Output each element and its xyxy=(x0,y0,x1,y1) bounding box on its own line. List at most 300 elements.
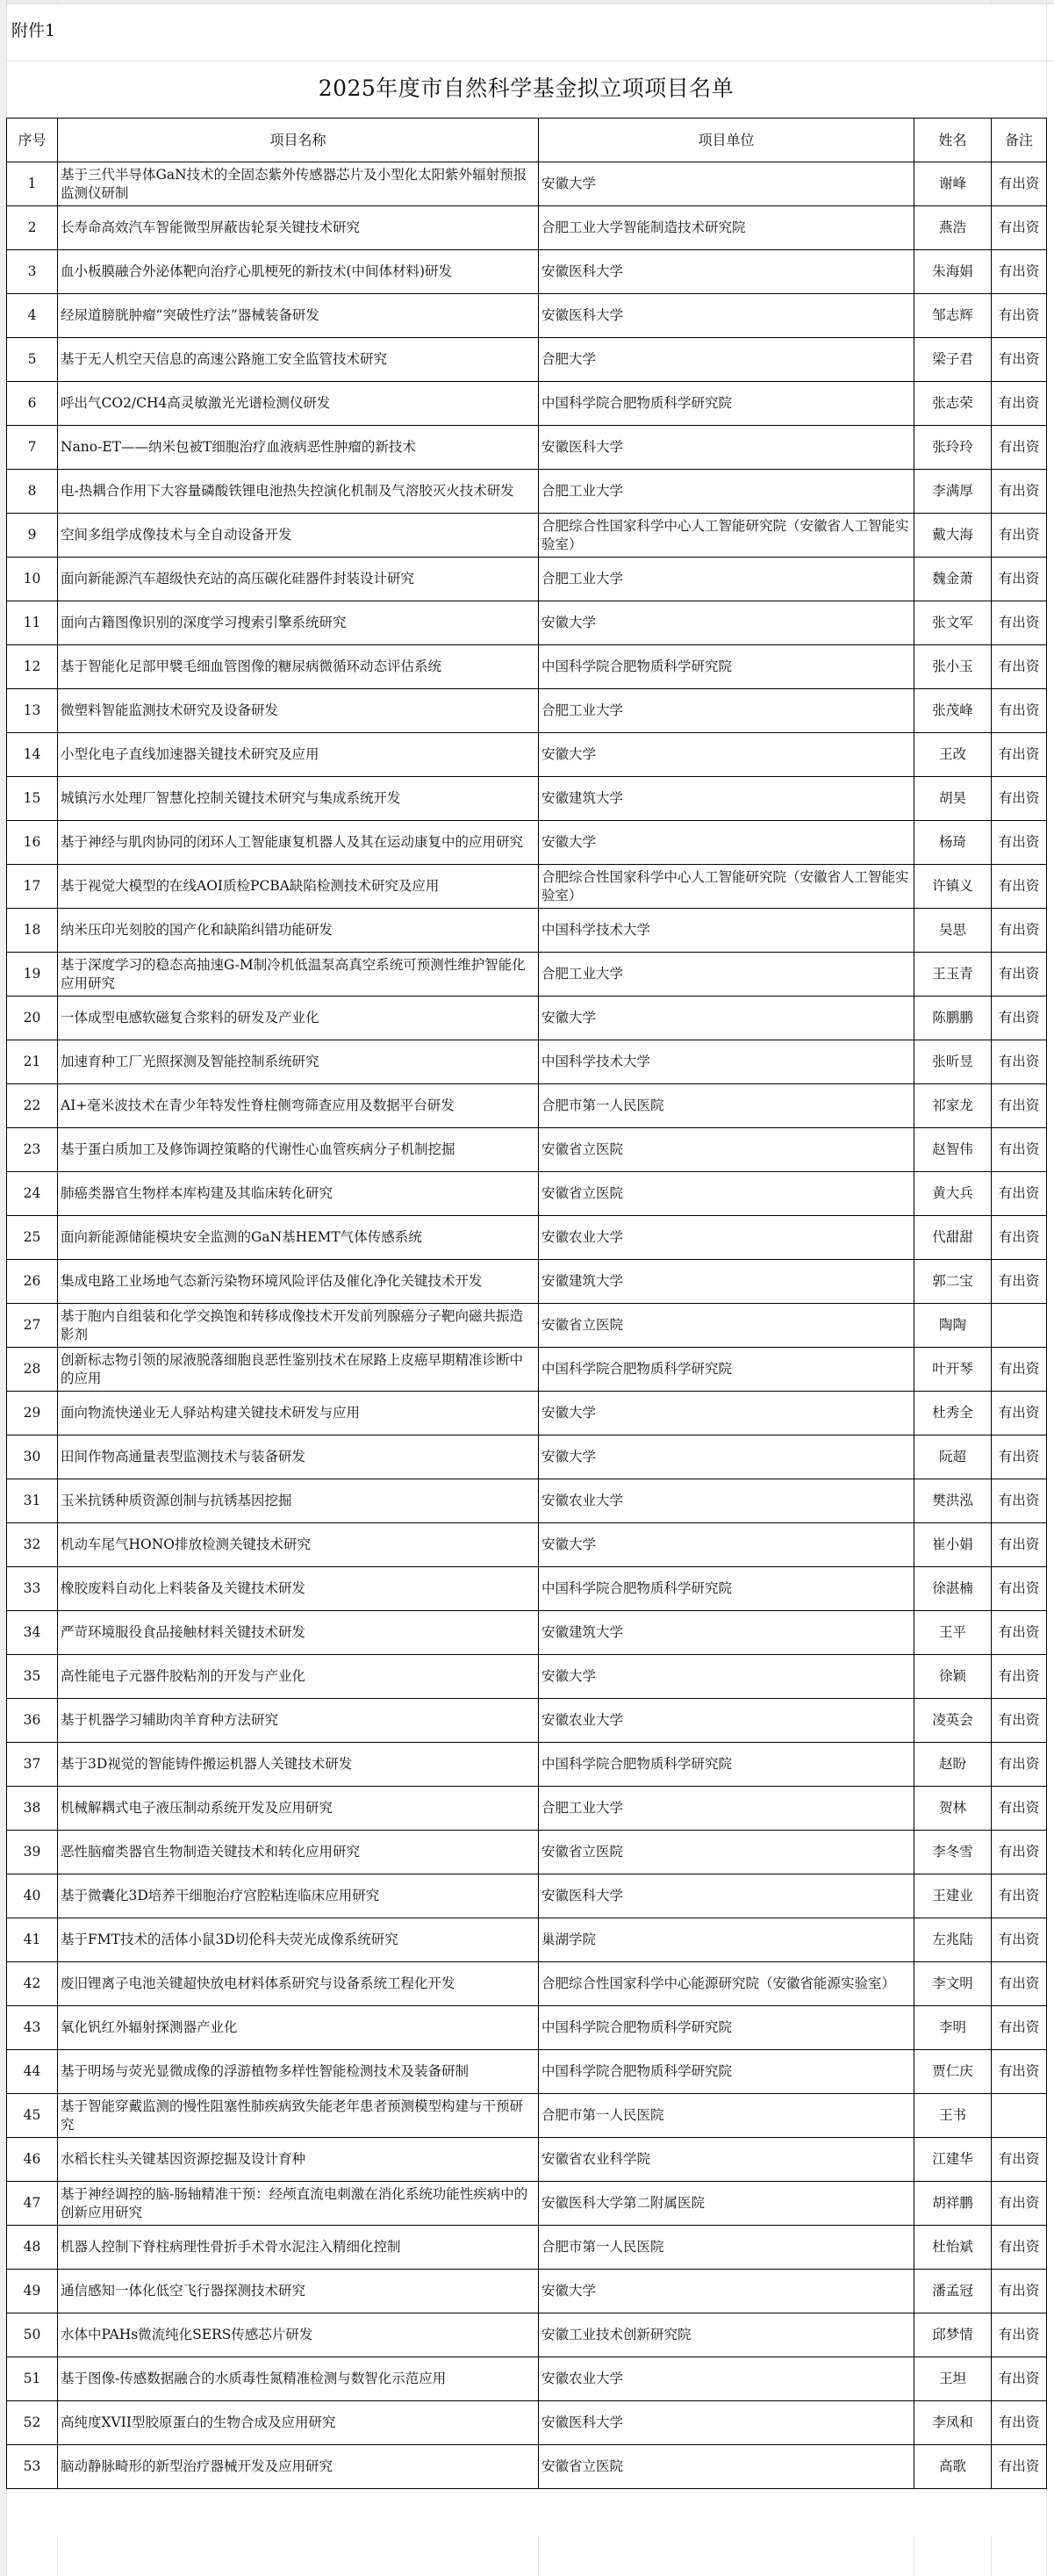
cell-project-name[interactable]: 基于神经调控的脑-肠轴精准干预：经颅直流电刺激在消化系统功能性疾病中的创新应用研究 xyxy=(58,2182,539,2226)
cell-unit[interactable]: 安徽医科大学 xyxy=(539,294,914,338)
table-row xyxy=(7,1436,1047,1479)
table-row xyxy=(7,470,1047,514)
cell-unit[interactable]: 安徽医科大学 xyxy=(539,1874,914,1918)
cell-project-name[interactable]: 水稻长柱头关键基因资源挖掘及设计育种 xyxy=(58,2138,539,2182)
cell-note[interactable]: 有出资 xyxy=(992,997,1047,1040)
cell-note[interactable]: 有出资 xyxy=(992,294,1047,338)
cell-no[interactable]: 41 xyxy=(7,1918,58,1962)
cell-no[interactable]: 43 xyxy=(7,2006,58,2050)
cell-project-name[interactable]: 机器人控制下脊柱病理性骨折手术骨水泥注入精细化控制 xyxy=(58,2226,539,2270)
table-row xyxy=(7,2313,1047,2357)
cell-unit[interactable]: 中国科学院合肥物质科学研究院 xyxy=(539,1348,914,1392)
cell-project-name[interactable]: 基于3D视觉的智能铸件搬运机器人关键技术研发 xyxy=(58,1743,539,1787)
cell-note[interactable]: 有出资 xyxy=(992,1040,1047,1084)
cell-no[interactable]: 40 xyxy=(7,1874,58,1918)
cell-person[interactable]: 王改 xyxy=(914,733,992,777)
cell-project-name[interactable]: 基于蛋白质加工及修饰调控策略的代谢性心血管疾病分子机制挖掘 xyxy=(58,1128,539,1172)
cell-project-name[interactable]: 呼出气CO2/CH4高灵敏激光光谱检测仪研发 xyxy=(58,382,539,426)
cell-unit[interactable]: 安徽大学 xyxy=(539,1436,914,1479)
cell-unit[interactable]: 安徽医科大学 xyxy=(539,250,914,294)
cell-person[interactable]: 王建业 xyxy=(914,1874,992,1918)
cell-unit[interactable]: 合肥工业大学 xyxy=(539,558,914,601)
cell-person[interactable]: 邱梦情 xyxy=(914,2313,992,2357)
cell-person[interactable]: 魏金萧 xyxy=(914,558,992,601)
cell-note[interactable]: 有出资 xyxy=(992,1523,1047,1567)
cell-project-name[interactable]: 基于视觉大模型的在线AOI质检PCBA缺陷检测技术研究及应用 xyxy=(58,865,539,909)
cell-project-name[interactable]: 经尿道膀胱肿瘤“突破性疗法”器械装备研发 xyxy=(58,294,539,338)
cell-project-name[interactable]: 机动车尾气HONO排放检测关键技术研究 xyxy=(58,1523,539,1567)
cell-project-name[interactable]: 面向新能源储能模块安全监测的GaN基HEMT气体传感系统 xyxy=(58,1216,539,1260)
cell-note[interactable]: 有出资 xyxy=(992,2313,1047,2357)
cell-no[interactable]: 1 xyxy=(7,162,58,206)
cell-note[interactable]: 有出资 xyxy=(992,645,1047,689)
cell-no[interactable]: 50 xyxy=(7,2313,58,2357)
cell-person[interactable]: 贺林 xyxy=(914,1787,992,1831)
cell-unit[interactable]: 安徽建筑大学 xyxy=(539,1260,914,1304)
cell-note[interactable]: 有出资 xyxy=(992,953,1047,997)
cell-unit[interactable]: 安徽大学 xyxy=(539,733,914,777)
cell-unit[interactable]: 安徽省立医院 xyxy=(539,2445,914,2489)
cell-project-name[interactable]: 基于胞内自组装和化学交换饱和转移成像技术开发前列腺癌分子靶向磁共振造影剂 xyxy=(58,1304,539,1348)
cell-person[interactable]: 燕浩 xyxy=(914,206,992,250)
cell-person[interactable]: 吴思 xyxy=(914,909,992,953)
cell-project-name[interactable]: 脑动静脉畸形的新型治疗器械开发及应用研究 xyxy=(58,2445,539,2489)
table-row xyxy=(7,1128,1047,1172)
cell-note[interactable]: 有出资 xyxy=(992,1084,1047,1128)
table-row xyxy=(7,689,1047,733)
cell-unit[interactable]: 合肥市第一人民医院 xyxy=(539,1084,914,1128)
cell-person[interactable]: 凌英会 xyxy=(914,1699,992,1743)
cell-no[interactable]: 29 xyxy=(7,1392,58,1436)
cell-no[interactable]: 25 xyxy=(7,1216,58,1260)
cell-project-name[interactable]: 微塑料智能监测技术研究及设备研发 xyxy=(58,689,539,733)
cell-project-name[interactable]: 加速育种工厂光照探测及智能控制系统研究 xyxy=(58,1040,539,1084)
cell-note[interactable]: 有出资 xyxy=(992,1128,1047,1172)
cell-unit[interactable]: 安徽医科大学第二附属医院 xyxy=(539,2182,914,2226)
cell-note[interactable]: 有出资 xyxy=(992,689,1047,733)
cell-person[interactable]: 张玲玲 xyxy=(914,426,992,470)
cell-project-name[interactable]: 面向物流快递业无人驿站构建关键技术研发与应用 xyxy=(58,1392,539,1436)
cell-project-name[interactable]: 田间作物高通量表型监测技术与装备研发 xyxy=(58,1436,539,1479)
cell-note[interactable]: 有出资 xyxy=(992,1567,1047,1611)
cell-note[interactable]: 有出资 xyxy=(992,1392,1047,1436)
cell-project-name[interactable]: 玉米抗锈种质资源创制与抗锈基因挖掘 xyxy=(58,1479,539,1523)
cell-person[interactable]: 张志荣 xyxy=(914,382,992,426)
cell-person[interactable]: 叶开琴 xyxy=(914,1348,992,1392)
cell-project-name[interactable]: 严苛环境服役食品接触材料关键技术研发 xyxy=(58,1611,539,1655)
cell-project-name[interactable]: 空间多组学成像技术与全自动设备开发 xyxy=(58,514,539,558)
cell-person[interactable]: 祁家龙 xyxy=(914,1084,992,1128)
cell-project-name[interactable]: 基于神经与肌肉协同的闭环人工智能康复机器人及其在运动康复中的应用研究 xyxy=(58,821,539,865)
cell-person[interactable]: 杜怡斌 xyxy=(914,2226,992,2270)
cell-note[interactable]: 有出资 xyxy=(992,2006,1047,2050)
table-row xyxy=(7,1874,1047,1918)
cell-project-name[interactable]: 城镇污水处理厂智慧化控制关键技术研究与集成系统开发 xyxy=(58,777,539,821)
cell-note[interactable]: 有出资 xyxy=(992,1260,1047,1304)
cell-no[interactable]: 5 xyxy=(7,338,58,382)
cell-unit[interactable]: 安徽大学 xyxy=(539,821,914,865)
cell-unit[interactable]: 安徽农业大学 xyxy=(539,2357,914,2401)
table-row xyxy=(7,2138,1047,2182)
cell-unit[interactable]: 安徽大学 xyxy=(539,1523,914,1567)
cell-unit[interactable]: 中国科学院合肥物质科学研究院 xyxy=(539,382,914,426)
cell-unit[interactable]: 安徽大学 xyxy=(539,601,914,645)
cell-note[interactable]: 有出资 xyxy=(992,338,1047,382)
cell-no[interactable]: 19 xyxy=(7,953,58,997)
cell-unit[interactable]: 安徽大学 xyxy=(539,162,914,206)
table-row xyxy=(7,953,1047,997)
table-row xyxy=(7,1611,1047,1655)
cell-person[interactable]: 阮超 xyxy=(914,1436,992,1479)
cell-unit[interactable]: 中国科学院合肥物质科学研究院 xyxy=(539,645,914,689)
cell-no[interactable]: 47 xyxy=(7,2182,58,2226)
cell-person[interactable]: 李凤和 xyxy=(914,2401,992,2445)
cell-person[interactable]: 陈鹏鹏 xyxy=(914,997,992,1040)
cell-unit[interactable]: 合肥工业大学智能制造技术研究院 xyxy=(539,206,914,250)
cell-project-name[interactable]: 橡胶废料自动化上料装备及关键技术研发 xyxy=(58,1567,539,1611)
top-gutter xyxy=(0,0,1054,4)
cell-note[interactable]: 有出资 xyxy=(992,601,1047,645)
cell-no[interactable]: 13 xyxy=(7,689,58,733)
header-cell-person[interactable]: 姓名 xyxy=(914,119,992,162)
cell-note[interactable]: 有出资 xyxy=(992,2138,1047,2182)
cell-project-name[interactable]: 纳米压印光刻胶的国产化和缺陷纠错功能研发 xyxy=(58,909,539,953)
cell-note[interactable]: 有出资 xyxy=(992,2226,1047,2270)
cell-person[interactable]: 胡祥鹏 xyxy=(914,2182,992,2226)
cell-person[interactable]: 王坦 xyxy=(914,2357,992,2401)
cell-no[interactable]: 51 xyxy=(7,2357,58,2401)
cell-note[interactable]: 有出资 xyxy=(992,2050,1047,2094)
cell-project-name[interactable]: 小型化电子直线加速器关键技术研究及应用 xyxy=(58,733,539,777)
cell-no[interactable]: 8 xyxy=(7,470,58,514)
cell-note[interactable]: 有出资 xyxy=(992,1172,1047,1216)
table-row xyxy=(7,1567,1047,1611)
cell-no[interactable]: 32 xyxy=(7,1523,58,1567)
cell-person[interactable]: 王平 xyxy=(914,1611,992,1655)
cell-unit[interactable]: 安徽农业大学 xyxy=(539,1699,914,1743)
cell-unit[interactable]: 合肥市第一人民医院 xyxy=(539,2094,914,2138)
cell-person[interactable]: 张茂峰 xyxy=(914,689,992,733)
cell-no[interactable]: 16 xyxy=(7,821,58,865)
cell-project-name[interactable]: 基于深度学习的稳态高抽速G-M制冷机低温泵高真空系统可预测性维护智能化应用研究 xyxy=(58,953,539,997)
cell-no[interactable]: 17 xyxy=(7,865,58,909)
cell-no[interactable]: 28 xyxy=(7,1348,58,1392)
cell-note[interactable]: 有出资 xyxy=(992,470,1047,514)
document-title[interactable]: 2025年度市自然科学基金拟立项项目名单 xyxy=(318,76,735,101)
cell-note[interactable]: 有出资 xyxy=(992,2270,1047,2313)
cell-no[interactable]: 31 xyxy=(7,1479,58,1523)
cell-person[interactable]: 崔小娟 xyxy=(914,1523,992,1567)
cell-project-name[interactable]: 血小板膜融合外泌体靶向治疗心肌梗死的新技术(中间体材料)研发 xyxy=(58,250,539,294)
cell-person[interactable]: 代甜甜 xyxy=(914,1216,992,1260)
cell-no[interactable]: 52 xyxy=(7,2401,58,2445)
cell-no[interactable]: 12 xyxy=(7,645,58,689)
cell-person[interactable]: 胡昊 xyxy=(914,777,992,821)
cell-project-name[interactable]: Nano-ET——纳米包被T细胞治疗血液病恶性肿瘤的新技术 xyxy=(58,426,539,470)
cell-note[interactable]: 有出资 xyxy=(992,1743,1047,1787)
cell-no[interactable]: 20 xyxy=(7,997,58,1040)
table-row xyxy=(7,733,1047,777)
cell-project-name[interactable]: AI+毫米波技术在青少年特发性脊柱侧弯筛查应用及数据平台研发 xyxy=(58,1084,539,1128)
gridline xyxy=(538,2536,539,2576)
cell-project-name[interactable]: 创新标志物引领的尿液脱落细胞良恶性鉴别技术在尿路上皮癌早期精准诊断中的应用 xyxy=(58,1348,539,1392)
cell-unit[interactable]: 安徽大学 xyxy=(539,1655,914,1699)
cell-note[interactable]: 有出资 xyxy=(992,250,1047,294)
cell-note[interactable]: 有出资 xyxy=(992,1699,1047,1743)
cell-project-name[interactable]: 基于图像-传感数据融合的水质毒性氮精准检测与数智化示范应用 xyxy=(58,2357,539,2401)
cell-person[interactable]: 谢峰 xyxy=(914,162,992,206)
cell-no[interactable]: 6 xyxy=(7,382,58,426)
cell-note[interactable]: 有出资 xyxy=(992,2445,1047,2489)
cell-note[interactable]: 有出资 xyxy=(992,1918,1047,1962)
cell-note[interactable]: 有出资 xyxy=(992,426,1047,470)
cell-unit[interactable]: 合肥工业大学 xyxy=(539,470,914,514)
cell-unit[interactable]: 合肥工业大学 xyxy=(539,689,914,733)
table-row xyxy=(7,2094,1047,2138)
cell-no[interactable]: 48 xyxy=(7,2226,58,2270)
cell-note[interactable]: 有出资 xyxy=(992,1216,1047,1260)
header-cell-project-name[interactable]: 项目名称 xyxy=(58,119,539,162)
cell-person[interactable]: 赵智伟 xyxy=(914,1128,992,1172)
cell-project-name[interactable]: 通信感知一体化低空飞行器探测技术研究 xyxy=(58,2270,539,2313)
cell-no[interactable]: 14 xyxy=(7,733,58,777)
cell-no[interactable]: 49 xyxy=(7,2270,58,2313)
cell-no[interactable]: 15 xyxy=(7,777,58,821)
cell-note[interactable] xyxy=(992,2094,1047,2138)
cell-note[interactable]: 有出资 xyxy=(992,1831,1047,1874)
cell-unit[interactable]: 安徽建筑大学 xyxy=(539,1611,914,1655)
table-row xyxy=(7,2006,1047,2050)
cell-project-name[interactable]: 废旧锂离子电池关键超快放电材料体系研究与设备系统工程化开发 xyxy=(58,1962,539,2006)
cell-project-name[interactable]: 面向古籍图像识别的深度学习搜索引擎系统研究 xyxy=(58,601,539,645)
cell-person[interactable]: 潘孟冠 xyxy=(914,2270,992,2313)
cell-project-name[interactable]: 高纯度XVII型胶原蛋白的生物合成及应用研究 xyxy=(58,2401,539,2445)
cell-person[interactable]: 江建华 xyxy=(914,2138,992,2182)
cell-no[interactable]: 33 xyxy=(7,1567,58,1611)
cell-person[interactable]: 张昕昱 xyxy=(914,1040,992,1084)
table-row xyxy=(7,1040,1047,1084)
cell-project-name[interactable]: 基于无人机空天信息的高速公路施工安全监管技术研究 xyxy=(58,338,539,382)
cell-note[interactable]: 有出资 xyxy=(992,1962,1047,2006)
cell-note[interactable]: 有出资 xyxy=(992,1479,1047,1523)
cell-project-name[interactable]: 面向新能源汽车超级快充站的高压碳化硅器件封装设计研究 xyxy=(58,558,539,601)
cell-note[interactable]: 有出资 xyxy=(992,909,1047,953)
cell-no[interactable]: 22 xyxy=(7,1084,58,1128)
cell-person[interactable]: 徐湛楠 xyxy=(914,1567,992,1611)
cell-project-name[interactable]: 高性能电子元器件胶粘剂的开发与产业化 xyxy=(58,1655,539,1699)
cell-project-name[interactable]: 肺癌类器官生物样本库构建及其临床转化研究 xyxy=(58,1172,539,1216)
cell-person[interactable]: 左兆陆 xyxy=(914,1918,992,1962)
cell-project-name[interactable]: 基于机器学习辅助肉羊育种方法研究 xyxy=(58,1699,539,1743)
cell-person[interactable]: 张文军 xyxy=(914,601,992,645)
cell-no[interactable]: 21 xyxy=(7,1040,58,1084)
cell-note[interactable]: 有出资 xyxy=(992,777,1047,821)
cell-project-name[interactable]: 恶性脑瘤类器官生物制造关键技术和转化应用研究 xyxy=(58,1831,539,1874)
cell-unit[interactable]: 合肥市第一人民医院 xyxy=(539,2226,914,2270)
attachment-label[interactable]: 附件1 xyxy=(11,21,56,40)
cell-project-name[interactable]: 氧化钒红外辐射探测器产业化 xyxy=(58,2006,539,2050)
cell-project-name[interactable]: 水体中PAHs微流纯化SERS传感芯片研发 xyxy=(58,2313,539,2357)
cell-person[interactable]: 赵盼 xyxy=(914,1743,992,1787)
cell-project-name[interactable]: 集成电路工业场地气态新污染物环境风险评估及催化净化关键技术开发 xyxy=(58,1260,539,1304)
table-row xyxy=(7,426,1047,470)
cell-unit[interactable]: 安徽省农业科学院 xyxy=(539,2138,914,2182)
cell-no[interactable]: 11 xyxy=(7,601,58,645)
cell-unit[interactable]: 安徽大学 xyxy=(539,1392,914,1436)
cell-unit[interactable]: 安徽工业技术创新研究院 xyxy=(539,2313,914,2357)
cell-unit[interactable]: 安徽省立医院 xyxy=(539,1831,914,1874)
cell-unit[interactable]: 中国科学院合肥物质科学研究院 xyxy=(539,2050,914,2094)
cell-unit[interactable]: 中国科学院合肥物质科学研究院 xyxy=(539,1567,914,1611)
cell-no[interactable]: 9 xyxy=(7,514,58,558)
cell-person[interactable]: 王玉青 xyxy=(914,953,992,997)
cell-unit[interactable]: 安徽大学 xyxy=(539,2270,914,2313)
cell-unit[interactable]: 安徽农业大学 xyxy=(539,1479,914,1523)
cell-person[interactable]: 杜秀全 xyxy=(914,1392,992,1436)
cell-unit[interactable]: 安徽医科大学 xyxy=(539,426,914,470)
table-row xyxy=(7,294,1047,338)
cell-note[interactable]: 有出资 xyxy=(992,1655,1047,1699)
cell-no[interactable]: 27 xyxy=(7,1304,58,1348)
cell-person[interactable]: 郭二宝 xyxy=(914,1260,992,1304)
cell-person[interactable]: 许镇义 xyxy=(914,865,992,909)
cell-unit[interactable]: 合肥大学 xyxy=(539,338,914,382)
cell-person[interactable]: 戴大海 xyxy=(914,514,992,558)
cell-note[interactable]: 有出资 xyxy=(992,733,1047,777)
table-row xyxy=(7,865,1047,909)
cell-no[interactable]: 2 xyxy=(7,206,58,250)
table-row xyxy=(7,2050,1047,2094)
cell-note[interactable]: 有出资 xyxy=(992,1436,1047,1479)
cell-person[interactable]: 李文明 xyxy=(914,1962,992,2006)
cell-note[interactable]: 有出资 xyxy=(992,821,1047,865)
cell-unit[interactable]: 合肥工业大学 xyxy=(539,1787,914,1831)
cell-project-name[interactable]: 基于微囊化3D培养干细胞治疗宫腔粘连临床应用研究 xyxy=(58,1874,539,1918)
cell-no[interactable]: 44 xyxy=(7,2050,58,2094)
cell-unit[interactable]: 安徽农业大学 xyxy=(539,1216,914,1260)
cell-person[interactable]: 贾仁庆 xyxy=(914,2050,992,2094)
cell-person[interactable]: 陶陶 xyxy=(914,1304,992,1348)
cell-no[interactable]: 10 xyxy=(7,558,58,601)
cell-project-name[interactable]: 基于智能化足部甲襞毛细血管图像的糖尿病微循环动态评估系统 xyxy=(58,645,539,689)
cell-no[interactable]: 45 xyxy=(7,2094,58,2138)
cell-unit[interactable]: 中国科学院合肥物质科学研究院 xyxy=(539,2006,914,2050)
cell-project-name[interactable]: 长寿命高效汽车智能微型屏蔽齿轮泵关键技术研究 xyxy=(58,206,539,250)
cell-person[interactable]: 朱海娟 xyxy=(914,250,992,294)
cell-note[interactable]: 有出资 xyxy=(992,206,1047,250)
cell-no[interactable]: 23 xyxy=(7,1128,58,1172)
cell-no[interactable]: 30 xyxy=(7,1436,58,1479)
gridline xyxy=(991,0,992,4)
cell-unit[interactable]: 安徽省立医院 xyxy=(539,1172,914,1216)
cell-person[interactable]: 杨琦 xyxy=(914,821,992,865)
table-row xyxy=(7,558,1047,601)
cell-unit[interactable]: 中国科学技术大学 xyxy=(539,909,914,953)
table-row xyxy=(7,2226,1047,2270)
cell-note[interactable]: 有出资 xyxy=(992,1787,1047,1831)
cell-project-name[interactable]: 基于三代半导体GaN技术的全固态紫外传感器芯片及小型化太阳紫外辐射预报监测仪研制 xyxy=(58,162,539,206)
cell-note[interactable]: 有出资 xyxy=(992,1611,1047,1655)
cell-person[interactable]: 李冬雪 xyxy=(914,1831,992,1874)
cell-no[interactable]: 35 xyxy=(7,1655,58,1699)
cell-no[interactable]: 24 xyxy=(7,1172,58,1216)
cell-note[interactable] xyxy=(992,1304,1047,1348)
cell-unit[interactable]: 合肥综合性国家科学中心能源研究院（安徽省能源实验室） xyxy=(539,1962,914,2006)
cell-no[interactable]: 46 xyxy=(7,2138,58,2182)
cell-person[interactable]: 李明 xyxy=(914,2006,992,2050)
cell-unit[interactable]: 中国科学技术大学 xyxy=(539,1040,914,1084)
cell-project-name[interactable]: 基于智能穿戴监测的慢性阻塞性肺疾病致失能老年患者预测模型构建与干预研究 xyxy=(58,2094,539,2138)
cell-person[interactable]: 高歌 xyxy=(914,2445,992,2489)
cell-person[interactable]: 王书 xyxy=(914,2094,992,2138)
cell-no[interactable]: 39 xyxy=(7,1831,58,1874)
cell-unit[interactable]: 巢湖学院 xyxy=(539,1918,914,1962)
header-cell-note[interactable]: 备注 xyxy=(992,119,1047,162)
cell-no[interactable]: 34 xyxy=(7,1611,58,1655)
cell-note[interactable]: 有出资 xyxy=(992,1874,1047,1918)
cell-no[interactable]: 53 xyxy=(7,2445,58,2489)
cell-note[interactable]: 有出资 xyxy=(992,2357,1047,2401)
cell-unit[interactable]: 安徽省立医院 xyxy=(539,1304,914,1348)
cell-project-name[interactable]: 一体成型电感软磁复合浆料的研发及产业化 xyxy=(58,997,539,1040)
cell-unit[interactable]: 安徽省立医院 xyxy=(539,1128,914,1172)
cell-person[interactable]: 张小玉 xyxy=(914,645,992,689)
cell-note[interactable]: 有出资 xyxy=(992,1348,1047,1392)
cell-unit[interactable]: 安徽大学 xyxy=(539,997,914,1040)
table-row xyxy=(7,514,1047,558)
cell-project-name[interactable]: 基于明场与荧光显微成像的浮游植物多样性智能检测技术及装备研制 xyxy=(58,2050,539,2094)
table-row xyxy=(7,338,1047,382)
header-cell-no[interactable]: 序号 xyxy=(7,119,58,162)
header-cell-unit[interactable]: 项目单位 xyxy=(539,119,914,162)
cell-no[interactable]: 4 xyxy=(7,294,58,338)
cell-unit[interactable]: 合肥综合性国家科学中心人工智能研究院（安徽省人工智能实验室） xyxy=(539,865,914,909)
cell-person[interactable]: 徐颖 xyxy=(914,1655,992,1699)
table-row xyxy=(7,162,1047,206)
cell-note[interactable]: 有出资 xyxy=(992,162,1047,206)
cell-project-name[interactable]: 基于FMT技术的活体小鼠3D切伦科夫荧光成像系统研究 xyxy=(58,1918,539,1962)
cell-no[interactable]: 18 xyxy=(7,909,58,953)
cell-no[interactable]: 38 xyxy=(7,1787,58,1831)
cell-note[interactable]: 有出资 xyxy=(992,514,1047,558)
cell-person[interactable]: 樊洪泓 xyxy=(914,1479,992,1523)
cell-person[interactable]: 邹志辉 xyxy=(914,294,992,338)
cell-person[interactable]: 李满厚 xyxy=(914,470,992,514)
cell-no[interactable]: 37 xyxy=(7,1743,58,1787)
cell-person[interactable]: 黄大兵 xyxy=(914,1172,992,1216)
cell-note[interactable]: 有出资 xyxy=(992,382,1047,426)
cell-note[interactable]: 有出资 xyxy=(992,865,1047,909)
cell-note[interactable]: 有出资 xyxy=(992,2401,1047,2445)
cell-project-name[interactable]: 机械解耦式电子液压制动系统开发及应用研究 xyxy=(58,1787,539,1831)
cell-person[interactable]: 梁子君 xyxy=(914,338,992,382)
cell-no[interactable]: 3 xyxy=(7,250,58,294)
cell-note[interactable]: 有出资 xyxy=(992,2182,1047,2226)
cell-unit[interactable]: 合肥工业大学 xyxy=(539,953,914,997)
table-row xyxy=(7,909,1047,953)
cell-project-name[interactable]: 电-热耦合作用下大容量磷酸铁锂电池热失控演化机制及气溶胶灭火技术研发 xyxy=(58,470,539,514)
cell-unit[interactable]: 合肥综合性国家科学中心人工智能研究院（安徽省人工智能实验室） xyxy=(539,514,914,558)
cell-unit[interactable]: 安徽医科大学 xyxy=(539,2401,914,2445)
cell-no[interactable]: 42 xyxy=(7,1962,58,2006)
cell-no[interactable]: 26 xyxy=(7,1260,58,1304)
cell-unit[interactable]: 中国科学院合肥物质科学研究院 xyxy=(539,1743,914,1787)
cell-note[interactable]: 有出资 xyxy=(992,558,1047,601)
table-body xyxy=(7,162,1047,2489)
cell-no[interactable]: 36 xyxy=(7,1699,58,1743)
cell-unit[interactable]: 安徽建筑大学 xyxy=(539,777,914,821)
cell-no[interactable]: 7 xyxy=(7,426,58,470)
